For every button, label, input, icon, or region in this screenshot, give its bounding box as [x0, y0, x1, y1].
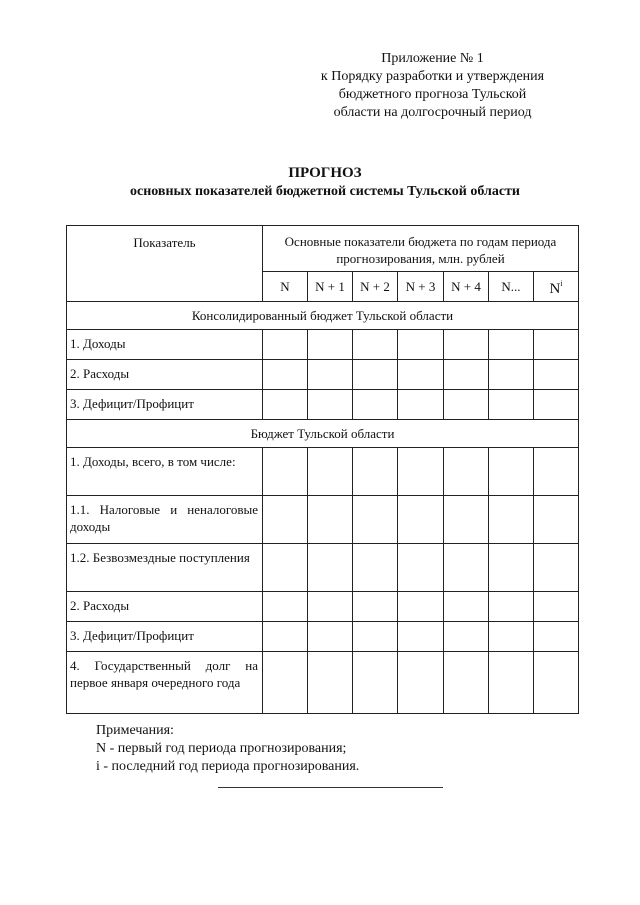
data-cell — [353, 652, 398, 714]
data-cell — [263, 496, 308, 544]
year-header: N + 2 — [353, 272, 398, 302]
appendix-block — [300, 50, 565, 122]
forecast-table — [66, 225, 579, 714]
row-label: 4. Государственный долг на первое января очередного года — [67, 652, 263, 714]
row-label: 2. Расходы — [67, 360, 263, 390]
data-cell — [489, 544, 534, 592]
data-cell — [263, 652, 308, 714]
data-cell — [398, 330, 444, 360]
year-last-base: N — [549, 281, 561, 297]
data-cell — [489, 360, 534, 390]
data-cell — [353, 330, 398, 360]
row-label: 1. Доходы — [67, 330, 263, 360]
data-cell — [444, 496, 489, 544]
data-cell — [263, 592, 308, 622]
row-label: 1. Доходы, всего, в том числе: — [67, 448, 263, 496]
data-cell — [489, 390, 534, 420]
data-cell — [489, 652, 534, 714]
document-title: ПРОГНОЗ — [288, 165, 362, 181]
data-cell — [263, 360, 308, 390]
appendix-line: к Порядку разработки и утверждения — [320, 69, 545, 84]
data-cell — [353, 448, 398, 496]
data-cell — [534, 622, 579, 652]
notes-title: Примечания: — [96, 723, 174, 738]
data-cell — [534, 592, 579, 622]
section-consolidated: Консолидированный бюджет Тульской области — [67, 302, 579, 330]
data-cell — [398, 544, 444, 592]
data-cell — [444, 448, 489, 496]
data-cell — [444, 592, 489, 622]
document-subtitle: основных показателей бюджетной системы Тульской области — [130, 184, 520, 199]
data-cell — [489, 622, 534, 652]
data-cell — [308, 544, 353, 592]
data-cell — [489, 592, 534, 622]
appendix-line: области на долгосрочный период — [333, 105, 532, 120]
year-header: N + 3 — [398, 272, 444, 302]
data-cell — [444, 652, 489, 714]
data-cell — [308, 360, 353, 390]
note-i: i - последний год периода прогнозирования. — [96, 759, 360, 774]
data-cell — [398, 496, 444, 544]
data-cell — [398, 622, 444, 652]
data-cell — [263, 330, 308, 360]
data-cell — [534, 544, 579, 592]
data-cell — [444, 544, 489, 592]
data-cell — [308, 652, 353, 714]
row-label: 1.2. Безвозмездные поступления — [67, 544, 263, 592]
header-main: Основные показатели бюджета по годам периода прогнозирования, млн. рублей — [263, 226, 579, 272]
separator-line — [218, 787, 443, 788]
data-cell — [308, 390, 353, 420]
notes-block — [96, 722, 359, 776]
year-last-sup: i — [560, 279, 563, 288]
data-cell — [398, 360, 444, 390]
appendix-line: бюджетного прогноза Тульской — [338, 87, 527, 102]
data-cell — [444, 390, 489, 420]
data-cell — [444, 622, 489, 652]
data-cell — [263, 448, 308, 496]
data-cell — [263, 544, 308, 592]
year-header: N — [263, 272, 308, 302]
data-cell — [263, 622, 308, 652]
year-header: N + 4 — [444, 272, 489, 302]
document-heading — [60, 163, 590, 201]
data-cell — [308, 448, 353, 496]
data-cell — [489, 448, 534, 496]
year-header: N... — [489, 272, 534, 302]
data-cell — [308, 496, 353, 544]
data-cell — [398, 592, 444, 622]
appendix-line: Приложение № 1 — [381, 51, 484, 66]
data-cell — [489, 330, 534, 360]
data-cell — [534, 496, 579, 544]
row-label: 2. Расходы — [67, 592, 263, 622]
data-cell — [308, 330, 353, 360]
data-cell — [263, 390, 308, 420]
year-header: N + 1 — [308, 272, 353, 302]
data-cell — [534, 330, 579, 360]
header-indicator: Показатель — [67, 226, 263, 302]
data-cell — [534, 448, 579, 496]
data-cell — [444, 360, 489, 390]
section-regional: Бюджет Тульской области — [67, 420, 579, 448]
data-cell — [353, 622, 398, 652]
data-cell — [489, 496, 534, 544]
row-label: 3. Дефицит/Профицит — [67, 390, 263, 420]
data-cell — [534, 390, 579, 420]
data-cell — [398, 390, 444, 420]
note-n: N - первый год периода прогнозирования; — [96, 741, 347, 756]
data-cell — [353, 544, 398, 592]
data-cell — [534, 652, 579, 714]
data-cell — [353, 360, 398, 390]
year-header-last — [534, 272, 579, 302]
data-cell — [353, 592, 398, 622]
data-cell — [444, 330, 489, 360]
row-label: 3. Дефицит/Профицит — [67, 622, 263, 652]
data-cell — [534, 360, 579, 390]
row-label: 1.1. Налоговые и неналоговые доходы — [67, 496, 263, 544]
data-cell — [398, 652, 444, 714]
data-cell — [308, 622, 353, 652]
data-cell — [353, 390, 398, 420]
data-cell — [398, 448, 444, 496]
data-cell — [353, 496, 398, 544]
data-cell — [308, 592, 353, 622]
